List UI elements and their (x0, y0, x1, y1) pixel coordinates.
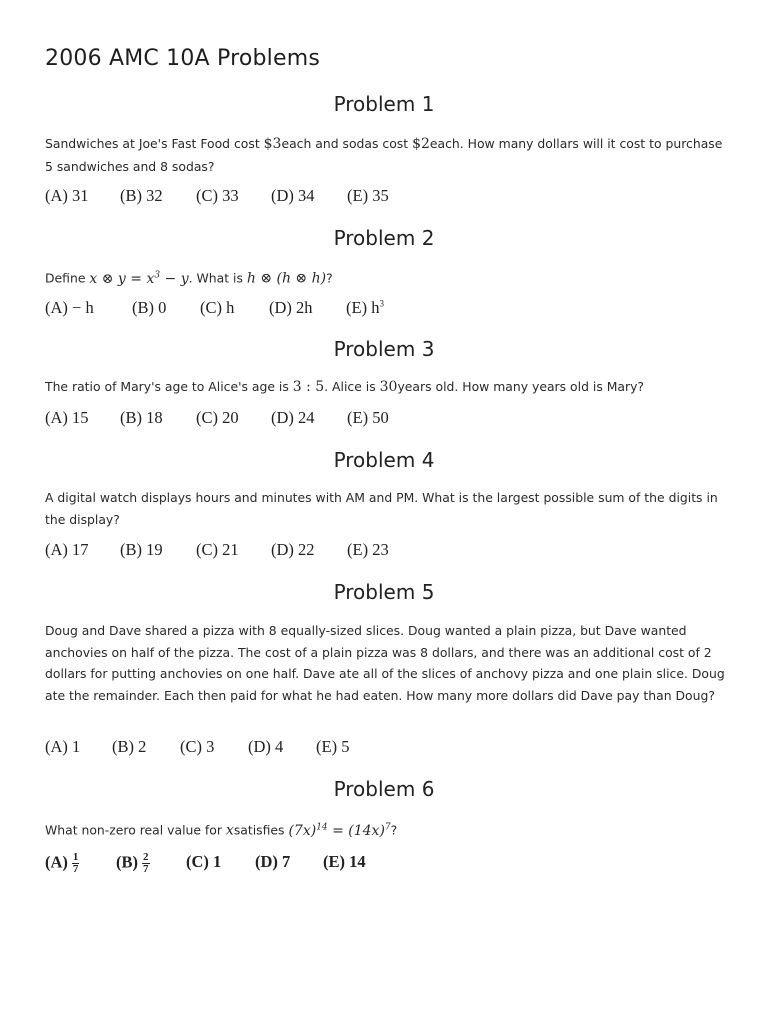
fraction: $\frac{1}{7}$ (72, 851, 79, 875)
problem-3-text: The ratio of Mary's age to Alice's age is 3 : 5. Alice is 30years old. How many years old is Mary? (45, 379, 645, 395)
fraction: $\frac{2}{7}$ (143, 851, 149, 875)
answer-choice-d: (D) 34 (271, 186, 315, 205)
answer-choice-c: (C) 3 (180, 737, 215, 756)
problem-5-text: Doug and Dave shared a pizza with 8 equally-sized slices. Doug wanted a plain pizza, but Dave wanted anchovies on half of the pizza. The cost of a plain pizza was 8 dollars, and there was an additional cost of 2 dollars for putting anchovies on one half. Dave ate all of the slices of anchovy pizza and one plain slice. Doug ate the remainder. Each then paid for what he had eaten. How many more dollars did Dave pay than Doug? (45, 623, 725, 704)
answer-choice-e: (E) 23 (347, 540, 389, 559)
answer-choice-b: (B) 2 (112, 737, 147, 756)
answer-choice-a: (A) $\frac{1}{7}$ (45, 851, 79, 875)
problem-3-heading: Problem 3 (333, 337, 435, 361)
answer-choice-c: (C) 20 (196, 408, 239, 427)
answer-choice-b: (B) 32 (120, 186, 163, 205)
problem-1-text: Sandwiches at Joe's Fast Food cost $3each and sodas cost $2each. How many dollars will it cost to purchase 5 sandwiches and 8 sodas? (45, 136, 723, 174)
problem-1-heading: Problem 1 (333, 92, 435, 116)
answer-choice-b: (B) 18 (120, 408, 163, 427)
answer-choice-b: (B) 19 (120, 540, 163, 559)
problem-2-text: Define x ⊗ $y = x^3 - y$. What is h ⊗ (h ⊗ h)? (45, 270, 333, 287)
answer-choice-c: (C) 21 (196, 540, 239, 559)
problem-4-text: A digital watch displays hours and minutes with AM and PM. What is the largest possible sum of the digits in the display? (45, 490, 718, 527)
math-expression: 3 : 5 (292, 379, 325, 395)
answer-choice-e: (E) $h^3$ (346, 298, 384, 317)
answer-choice-a: (A) − h (45, 298, 94, 317)
answer-choice-a: (A) 1 (45, 737, 81, 756)
answer-choice-a: (A) 15 (45, 408, 89, 427)
answer-choice-e: (E) 50 (347, 408, 389, 427)
answer-choice-b: (B) $\frac{2}{7}$ (116, 851, 149, 875)
math-expression: $2 (412, 136, 430, 152)
answer-choice-c: (C) 1 (186, 852, 222, 871)
answer-choice-d: (D) 2h (269, 298, 313, 317)
problem-6-heading: Problem 6 (333, 777, 435, 801)
answer-choice-e: (E) 14 (323, 852, 366, 871)
math-expression: x (225, 822, 234, 839)
answer-choice-d: (D) 4 (248, 737, 284, 756)
math-expression: x ⊗ $y = x^3 - y$ (89, 270, 189, 287)
problem-6-text: What non-zero real value for xsatisfies $(7x)^{14} = (14x)^7$? (45, 822, 398, 839)
math-expression: $3 (263, 136, 282, 152)
answer-choice-b: (B) 0 (132, 298, 167, 317)
math-expression: h ⊗ (h ⊗ h) (246, 270, 327, 287)
answer-choice-c: (C) h (200, 298, 235, 317)
math-expression: $(7x)^{14} = (14x)^7$ (288, 822, 391, 839)
answer-choice-d: (D) 24 (271, 408, 315, 427)
problem-5-heading: Problem 5 (333, 580, 435, 604)
document-title: 2006 AMC 10A Problems (45, 46, 321, 71)
answer-choice-d: (D) 22 (271, 540, 315, 559)
answer-choice-a: (A) 31 (45, 186, 89, 205)
problem-2-heading: Problem 2 (333, 226, 435, 250)
answer-choice-e: (E) 5 (316, 737, 350, 756)
math-expression: 30 (379, 379, 398, 395)
answer-choice-c: (C) 33 (196, 186, 239, 205)
answer-choice-d: (D) 7 (255, 852, 291, 871)
answer-choice-e: (E) 35 (347, 186, 389, 205)
answer-choice-a: (A) 17 (45, 540, 89, 559)
problem-4-heading: Problem 4 (333, 448, 435, 472)
